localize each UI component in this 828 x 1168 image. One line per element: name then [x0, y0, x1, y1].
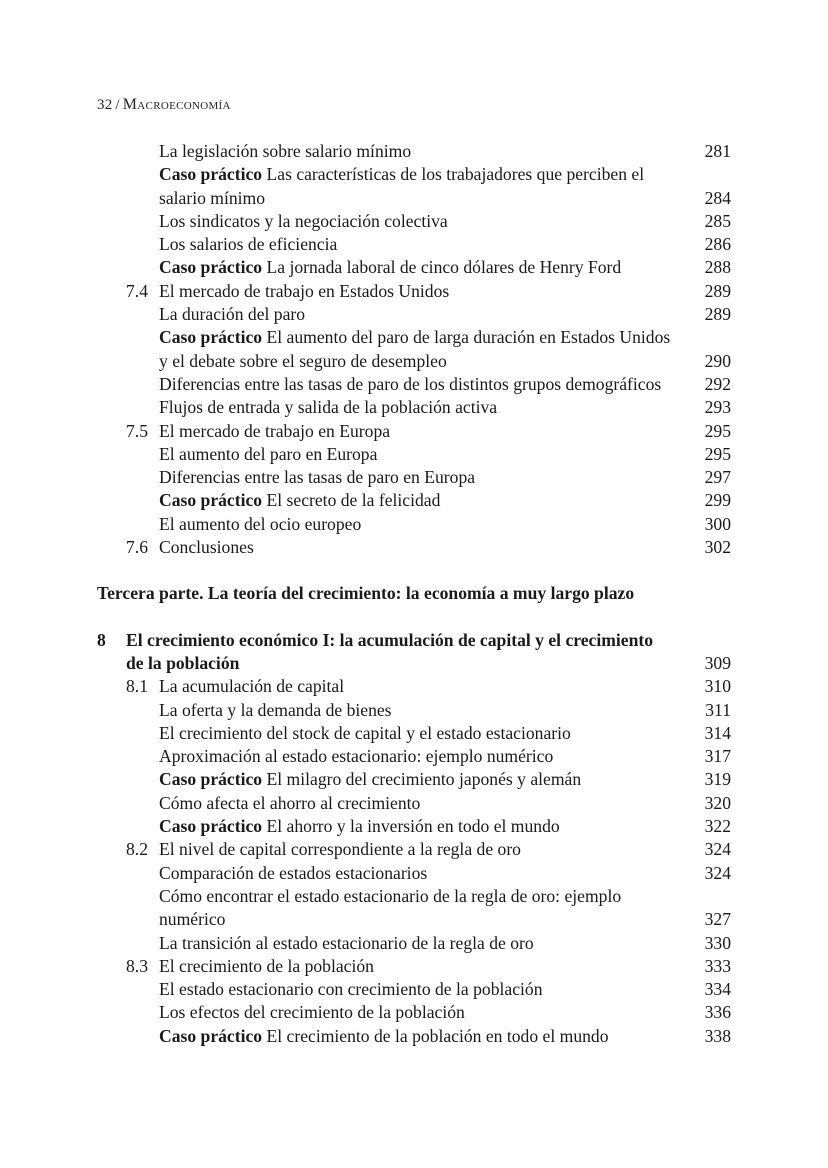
toc-entry-page-number: 311: [705, 699, 731, 720]
toc-entry-page-number: 309: [704, 652, 731, 673]
toc-entry-title: La duración del paro: [159, 304, 306, 325]
toc-entry-page-number: 295: [704, 443, 731, 464]
table-of-contents: [97, 140, 731, 1048]
toc-entry[interactable]: [97, 163, 731, 210]
toc-entry-title: [159, 163, 685, 210]
toc-entry[interactable]: [97, 303, 731, 326]
toc-entry-title: Los salarios de eficiencia: [159, 234, 338, 255]
toc-entry-title: La acumulación de capital: [159, 676, 345, 697]
toc-entry[interactable]: [97, 443, 731, 466]
toc-entry-title: El aumento del ocio europeo: [159, 513, 362, 534]
toc-entry-title: Cómo afecta el ahorro al crecimiento: [159, 792, 421, 813]
toc-entry-title: El nivel de capital correspondiente a la regla de oro: [159, 839, 521, 860]
toc-entry-number: 8.1: [126, 676, 148, 697]
toc-entry[interactable]: [97, 536, 731, 559]
toc-entry-number: 8.3: [126, 955, 148, 976]
toc-entry-page-number: 289: [704, 280, 731, 301]
toc-entry[interactable]: [97, 1025, 731, 1048]
toc-entry[interactable]: [97, 140, 731, 163]
page-folio-number: 32: [97, 97, 113, 113]
toc-entry-text: La jornada laboral de cinco dólares de Henry Ford: [266, 257, 622, 278]
toc-entry[interactable]: [97, 629, 731, 676]
toc-entry-title: Cómo encontrar el estado estacionario de la regla de oro: ejemplo numérico: [159, 885, 622, 930]
toc-entry-title: El crecimiento económico I: la acumulación de capital y el crecimiento de la población: [126, 629, 654, 673]
toc-entry-page-number: 297: [704, 467, 731, 488]
toc-entry[interactable]: [97, 745, 731, 768]
part-heading: Tercera parte. La teoría del crecimiento: la economía a muy largo plazo: [97, 583, 635, 604]
toc-entry[interactable]: [97, 768, 731, 791]
toc-entry-title: [159, 256, 685, 279]
toc-entry[interactable]: [97, 489, 731, 512]
toc-entry[interactable]: [97, 326, 731, 373]
toc-entry-page-number: 302: [704, 537, 731, 558]
toc-entry-label: Caso práctico: [159, 816, 263, 837]
toc-entry-label: Caso práctico: [159, 327, 263, 348]
toc-entry-page-number: 299: [704, 490, 731, 511]
toc-entry[interactable]: [97, 396, 731, 419]
toc-entry-text: El secreto de la felicidad: [266, 490, 441, 511]
toc-entry-label: Caso práctico: [159, 1025, 263, 1046]
toc-entry-page-number: 324: [704, 839, 731, 860]
toc-group-chapter-7: [97, 140, 731, 559]
toc-entry[interactable]: [97, 466, 731, 489]
toc-entry[interactable]: [97, 838, 731, 861]
toc-entry-title: El crecimiento de la población: [159, 955, 374, 976]
toc-entry-number: 8.2: [126, 839, 148, 860]
toc-entry-page-number: 338: [704, 1025, 731, 1046]
toc-entry[interactable]: [97, 373, 731, 396]
toc-entry-page-number: 327: [704, 909, 731, 930]
toc-entry-text: Las características de los trabajadores que perciben el salario mínimo: [159, 164, 645, 208]
toc-entry-title: La oferta y la demanda de bienes: [159, 699, 392, 720]
toc-entry-number: 7.4: [126, 280, 148, 301]
toc-entry-page-number: 288: [704, 257, 731, 278]
toc-entry[interactable]: [97, 233, 731, 256]
toc-entry[interactable]: [97, 955, 731, 978]
toc-entry-title: Diferencias entre las tasas de paro de los distintos grupos demográficos: [159, 373, 662, 394]
toc-entry-page-number: 324: [704, 862, 731, 883]
toc-entry-label: Caso práctico: [159, 164, 263, 185]
toc-entry[interactable]: [97, 699, 731, 722]
toc-entry[interactable]: [97, 862, 731, 885]
toc-entry-page-number: 295: [704, 420, 731, 441]
toc-entry-number: 8: [97, 629, 106, 650]
toc-entry-page-number: 333: [704, 955, 731, 976]
toc-entry-page-number: 310: [704, 676, 731, 697]
toc-entry-page-number: 292: [704, 373, 731, 394]
toc-entry-title: La legislación sobre salario mínimo: [159, 141, 412, 161]
toc-entry[interactable]: [97, 675, 731, 698]
toc-entry-page-number: 290: [704, 350, 731, 371]
running-head: [97, 96, 231, 114]
toc-entry-number: 7.6: [126, 537, 148, 558]
toc-entry-page-number: 286: [704, 234, 731, 255]
toc-entry-page-number: 289: [704, 304, 731, 325]
toc-entry-title: [159, 768, 685, 791]
toc-entry[interactable]: [97, 932, 731, 955]
toc-entry[interactable]: [97, 1001, 731, 1024]
toc-entry-page-number: 300: [704, 513, 731, 534]
toc-entry-page-number: 330: [704, 932, 731, 953]
toc-entry-title: El mercado de trabajo en Europa: [159, 420, 391, 441]
toc-entry[interactable]: [97, 792, 731, 815]
toc-entry-page-number: 285: [704, 210, 731, 231]
toc-entry[interactable]: [97, 722, 731, 745]
toc-entry-page-number: 314: [704, 722, 731, 743]
toc-entry[interactable]: [97, 210, 731, 233]
toc-group-chapter-8: [97, 629, 731, 1048]
toc-entry-page-number: 334: [704, 979, 731, 1000]
toc-entry-page-number: 320: [704, 792, 731, 813]
toc-entry-title: La transición al estado estacionario de la regla de oro: [159, 932, 534, 953]
toc-entry-text: El aumento del paro de larga duración en Estados Unidos y el debate sobre el seguro de desempleo: [159, 327, 671, 371]
toc-entry-title: Flujos de entrada y salida de la población activa: [159, 397, 498, 418]
toc-entry[interactable]: [97, 513, 731, 536]
running-head-separator: /: [115, 97, 120, 113]
toc-entry-title: [159, 326, 685, 373]
toc-entry[interactable]: [97, 885, 731, 932]
toc-entry-text: El crecimiento de la población en todo el mundo: [266, 1025, 609, 1046]
toc-entry-title: [159, 489, 685, 512]
toc-entry[interactable]: [97, 815, 731, 838]
toc-entry-page-number: 281: [704, 141, 731, 161]
toc-entry[interactable]: [97, 256, 731, 279]
toc-entry-title: Los sindicatos y la negociación colectiva: [159, 210, 448, 231]
toc-entry-title: Diferencias entre las tasas de paro en Europa: [159, 467, 476, 488]
toc-entry[interactable]: [97, 420, 731, 443]
toc-entry-label: Caso práctico: [159, 490, 263, 511]
toc-entry-title: El estado estacionario con crecimiento de la población: [159, 979, 543, 1000]
toc-entry-page-number: 293: [704, 397, 731, 418]
toc-entry-page-number: 319: [704, 769, 731, 790]
toc-entry-title: [159, 815, 685, 838]
toc-entry-title: [159, 1025, 685, 1048]
toc-entry-title: El crecimiento del stock de capital y el estado estacionario: [159, 722, 571, 743]
toc-entry[interactable]: [97, 280, 731, 303]
toc-entry-text: El ahorro y la inversión en todo el mundo: [266, 816, 560, 837]
toc-entry-number: 7.5: [126, 420, 148, 441]
toc-entry[interactable]: [97, 978, 731, 1001]
toc-entry-page-number: 284: [704, 187, 731, 208]
toc-entry-text: El milagro del crecimiento japonés y alemán: [266, 769, 582, 790]
toc-entry-page-number: 322: [704, 816, 731, 837]
toc-entry-label: Caso práctico: [159, 769, 263, 790]
toc-entry-label: Caso práctico: [159, 257, 263, 278]
toc-entry-page-number: 317: [704, 746, 731, 767]
toc-entry-title: El aumento del paro en Europa: [159, 443, 378, 464]
toc-entry-title: Aproximación al estado estacionario: ejemplo numérico: [159, 746, 554, 767]
toc-entry-title: Conclusiones: [159, 537, 254, 558]
toc-entry-title: El mercado de trabajo en Estados Unidos: [159, 280, 450, 301]
running-head-book-title: Macroeconomía: [122, 96, 231, 113]
toc-entry-title: Comparación de estados estacionarios: [159, 862, 428, 883]
toc-entry-title: Los efectos del crecimiento de la población: [159, 1002, 465, 1023]
toc-entry-page-number: 336: [704, 1002, 731, 1023]
